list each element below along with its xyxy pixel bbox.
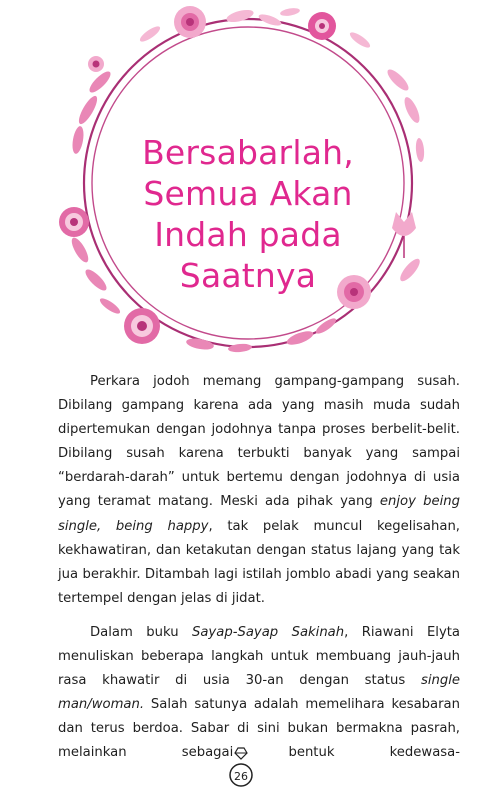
- book-title-italic: Sayap-Sayap Sakinah: [191, 624, 345, 640]
- chapter-title: [96, 132, 400, 296]
- paragraph-2-text-b: , Riawani Elyta menuliskan beberapa langkah untuk membuang jauh-jauh rasa khawatir di usia 30-an dengan status: [58, 624, 460, 689]
- chapter-title-line-2: Semua Akan: [143, 174, 353, 214]
- flower-left: [59, 207, 89, 237]
- paragraph-2-italic: single man/woman.: [58, 673, 460, 713]
- chapter-title-line-3: Indah pada: [154, 215, 342, 255]
- flower-top-pink: [308, 12, 336, 40]
- paragraph-2-text-a: Dalam buku: [90, 624, 192, 640]
- chapter-title-line-4: Saatnya: [179, 256, 317, 296]
- paragraph-1-text-a: Perkara jodoh memang gampang-gampang susah. Dibilang gampang karena ada yang masih muda sudah dipertemukan dengan jodohnya tanpa proses berbelit-belit. Dibilang susah karena terbukti banyak yang sampai “berdarah-darah” untuk bertemu dengan jodohnya di usia yang teramat matang. Meski ada pihak yang: [58, 374, 460, 510]
- paragraph-2-text-c: Salah satunya adalah memelihara kesabaran dan terus berdoa. Sabar di sini bukan bermakna pasrah, melainkan sebagai bentuk kedewasa-: [58, 697, 460, 761]
- body-text: [58, 370, 460, 776]
- flower-top-left: [174, 6, 206, 38]
- flower-bottom-left: [124, 308, 160, 344]
- page-number: 26: [234, 770, 248, 783]
- flower-left-small: [88, 56, 104, 72]
- paragraph-1: [58, 370, 460, 611]
- paragraph-2: [58, 621, 460, 766]
- paragraph-1-text-b: , tak pelak muncul kegelisahan, kekhawatiran, dan ketakutan dengan status lajang yang tak jua berakhir. Ditambah lagi istilah jomblo abadi yang seakan tertempel dengan jelas di jidat.: [58, 518, 460, 606]
- leaves-top: [138, 7, 372, 50]
- chapter-title-line-1: Bersabarlah,: [142, 133, 354, 173]
- paragraph-1-italic: enjoy being single, being happy: [58, 494, 461, 534]
